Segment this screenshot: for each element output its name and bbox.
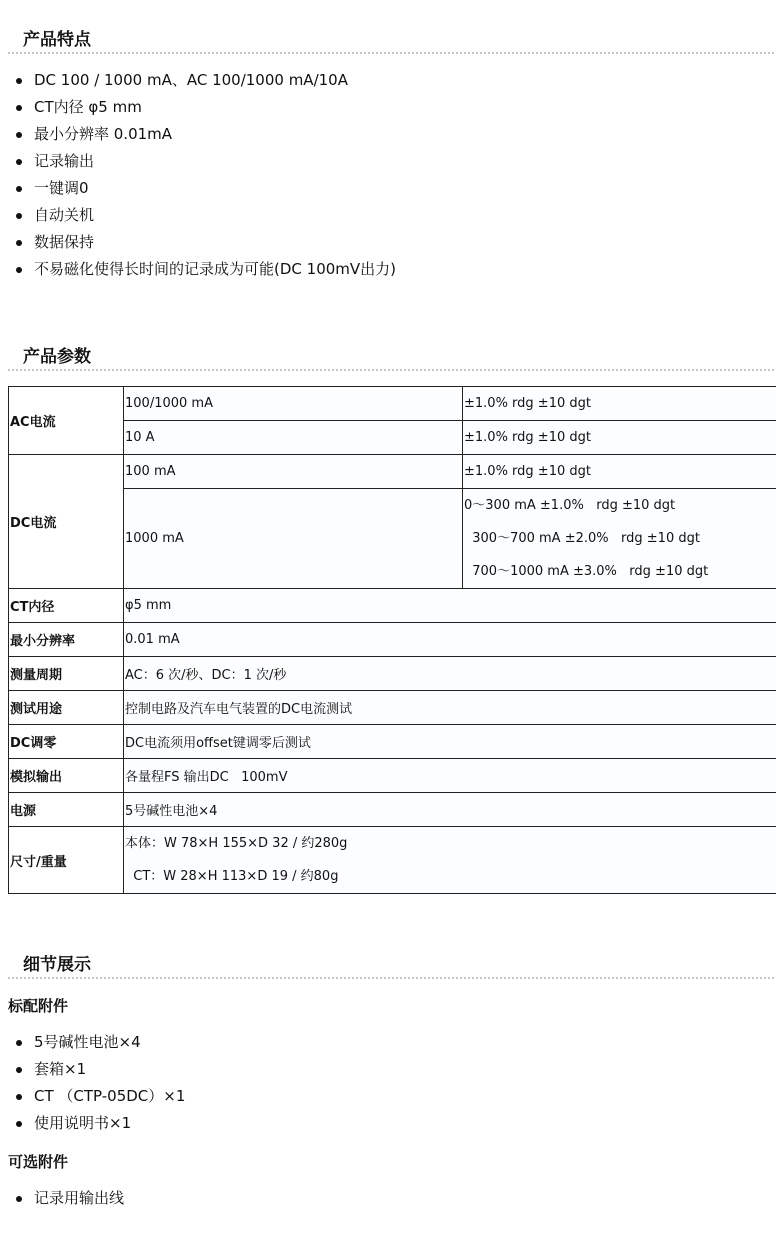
- table-row: [9, 455, 776, 489]
- table-row: [9, 489, 776, 589]
- table-cell: DC电流须用offset键调零后测试: [124, 725, 776, 759]
- list-item: 最小分辨率 0.01mA: [8, 121, 396, 148]
- row-label: 最小分辨率: [9, 623, 124, 657]
- size-line: CT：W 28×H 113×D 19 / 约80g: [125, 869, 339, 884]
- details-header: [8, 950, 774, 979]
- table-cell: 0.01 mA: [124, 623, 776, 657]
- table-cell: 1000 mA: [124, 489, 463, 589]
- details-title: 细节展示: [23, 955, 91, 975]
- ac-current-label: AC电流: [9, 387, 124, 455]
- list-item: CT内径 φ5 mm: [8, 94, 396, 121]
- table-cell: ±1.0% rdg ±10 dgt: [463, 387, 776, 421]
- table-cell: 100/1000 mA: [124, 387, 463, 421]
- list-item: CT （CTP-05DC）×1: [8, 1083, 185, 1110]
- list-item: 使用说明书×1: [8, 1110, 185, 1137]
- params-header: [8, 342, 774, 371]
- features-title: 产品特点: [23, 30, 91, 50]
- table-row: [9, 589, 776, 623]
- table-row: [9, 387, 776, 421]
- table-row: [9, 421, 776, 455]
- table-cell: ±1.0% rdg ±10 dgt: [463, 421, 776, 455]
- size-line: 本体：W 78×H 155×D 32 / 约280g: [125, 836, 348, 851]
- accuracy-line: 0～300 mA ±1.0% rdg ±10 dgt: [464, 498, 676, 513]
- table-cell: 10 A: [124, 421, 463, 455]
- table-cell: 控制电路及汽车电气装置的DC电流测试: [124, 691, 776, 725]
- features-header: [8, 25, 774, 54]
- dc-current-label: DC电流: [9, 455, 124, 589]
- table-cell: [124, 827, 776, 894]
- list-item: 套箱×1: [8, 1056, 185, 1083]
- spec-table: [8, 386, 776, 894]
- size-weight-label: 尺寸/重量: [9, 827, 124, 894]
- list-item: 不易磁化使得长时间的记录成为可能(DC 100mV出力): [8, 256, 396, 283]
- accuracy-line: 700～1000 mA ±3.0% rdg ±10 dgt: [464, 564, 709, 579]
- standard-accessories-title: 标配附件: [8, 997, 69, 1015]
- features-list: [8, 67, 396, 283]
- accuracy-line: 300～700 mA ±2.0% rdg ±10 dgt: [464, 531, 700, 546]
- table-row: [9, 657, 776, 691]
- list-item: 记录输出: [8, 148, 396, 175]
- row-label: 测试用途: [9, 691, 124, 725]
- table-cell: AC：6 次/秒、DC：1 次/秒: [124, 657, 776, 691]
- standard-accessories-list: [8, 1029, 185, 1137]
- table-row: [9, 623, 776, 657]
- row-label: DC调零: [9, 725, 124, 759]
- list-item: 一键调0: [8, 175, 396, 202]
- table-row: [9, 793, 776, 827]
- list-item: 数据保持: [8, 229, 396, 256]
- table-row: [9, 827, 776, 894]
- table-cell: ±1.0% rdg ±10 dgt: [463, 455, 776, 489]
- list-item: 记录用输出线: [8, 1185, 124, 1212]
- row-label: 模拟输出: [9, 759, 124, 793]
- list-item: 5号碱性电池×4: [8, 1029, 185, 1056]
- optional-accessories-list: [8, 1185, 124, 1212]
- row-label: 测量周期: [9, 657, 124, 691]
- table-row: [9, 759, 776, 793]
- table-cell: 各量程FS 输出DC 100mV: [124, 759, 776, 793]
- params-title: 产品参数: [23, 347, 91, 367]
- table-cell: 5号碱性电池×4: [124, 793, 776, 827]
- table-cell: 100 mA: [124, 455, 463, 489]
- table-cell: φ5 mm: [124, 589, 776, 623]
- optional-accessories-title: 可选附件: [8, 1153, 69, 1171]
- table-row: [9, 691, 776, 725]
- table-cell: [463, 489, 776, 589]
- row-label: CT内径: [9, 589, 124, 623]
- list-item: DC 100 / 1000 mA、AC 100/1000 mA/10A: [8, 67, 396, 94]
- list-item: 自动关机: [8, 202, 396, 229]
- table-row: [9, 725, 776, 759]
- row-label: 电源: [9, 793, 124, 827]
